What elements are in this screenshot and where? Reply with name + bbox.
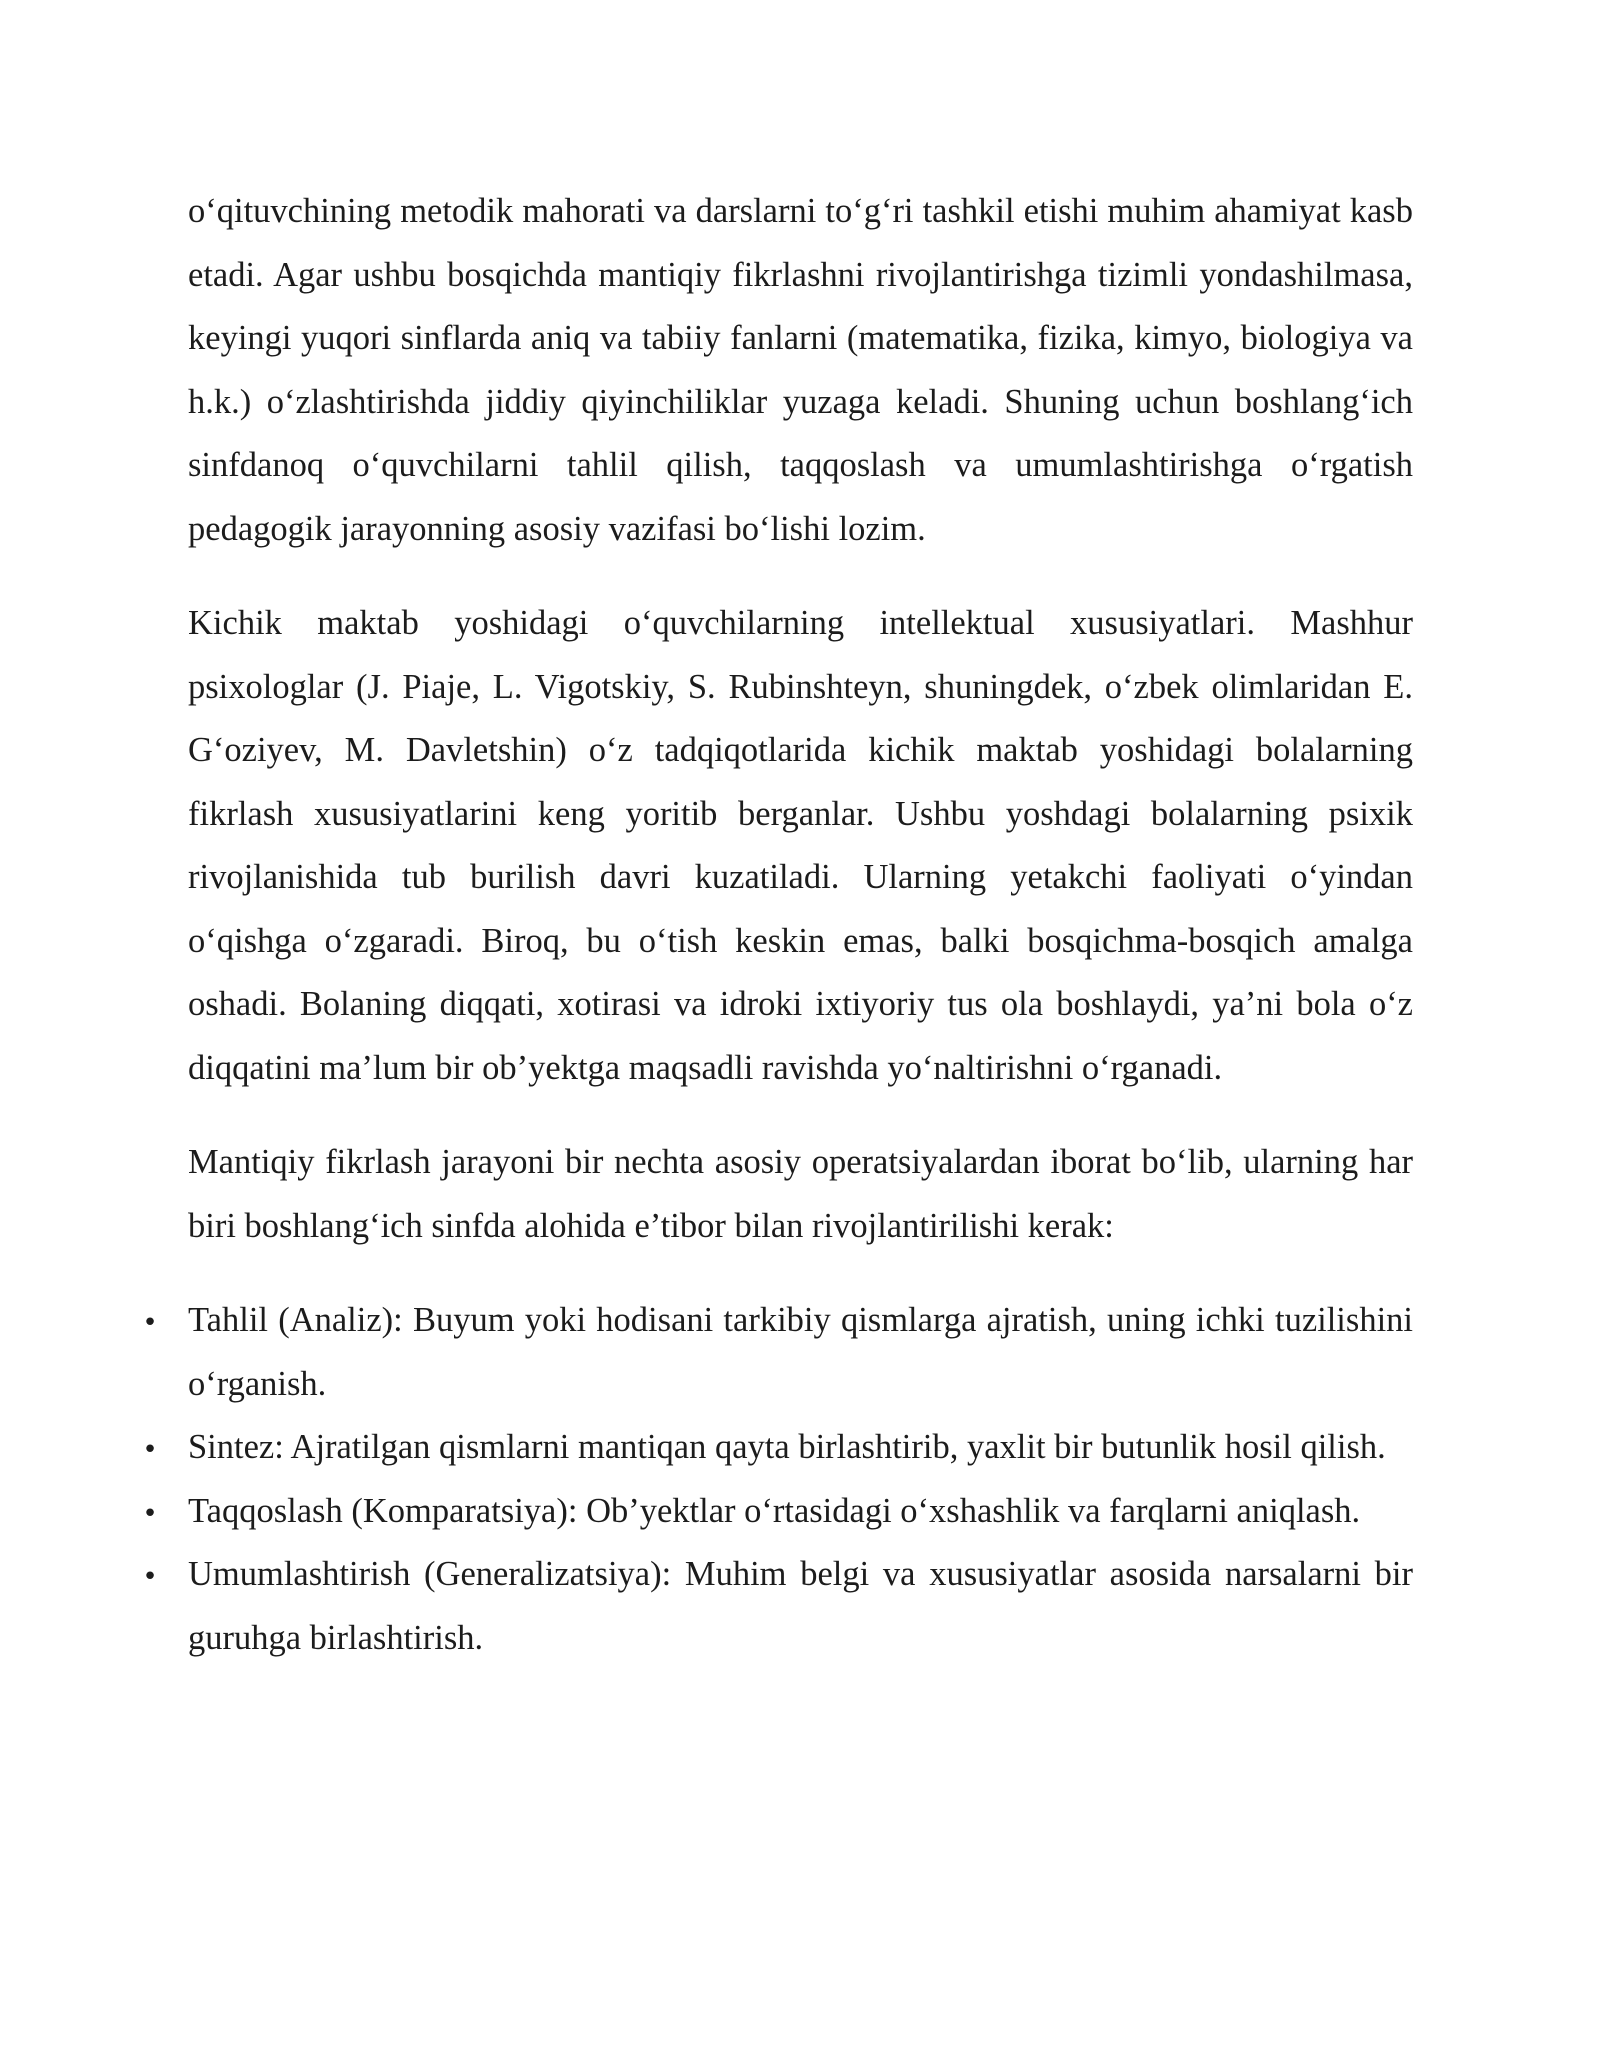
bullet-icon <box>140 1416 160 1483</box>
paragraph-logical-operations-intro: Mantiqiy fikrlash jarayoni bir nechta asosiy operatsiyalardan iborat bo‘lib, ularning har biri boshlang‘ich sinfda alohida e’tibor bilan rivojlantirilishi kerak: <box>188 1143 1413 1245</box>
paragraph-teacher-methodology: o‘qituvchining metodik mahorati va darslarni to‘g‘ri tashkil etishi muhim ahamiyat kasb etadi. Agar ushbu bosqichda mantiqiy fikrlashni rivojlantirishga tizimli yondashilmasa, keyingi yuqori sinflarda aniq va tabiiy fanlarni (matematika, fizika, kimyo, biologiya va h.k.) o‘zlashtirishda jiddiy qiyinchiliklar yuzaga keladi. Shuning uchun boshlang‘ich sinfdanoq o‘quvchilarni tahlil qilish, taqqoslash va umumlashtirishga o‘rgatish pedagogik jarayonning asosiy vazifasi bo‘lishi lozim. <box>188 192 1413 548</box>
list-item-text: Taqqoslash (Komparatsiya): Ob’yektlar o‘rtasidagi o‘xshashlik va farqlarni aniqlash. <box>188 1491 1361 1530</box>
paragraph-intellectual-features: Kichik maktab yoshidagi o‘quvchilarning intellektual xususiyatlari. Mashhur psixologlar (J. Piaje, L. Vigotskiy, S. Rubinshteyn, shuningdek, o‘zbek olimlaridan E. G‘oziyev, M. Davletshin) o‘z tadqiqotlarida kichik maktab yoshidagi bolalarning fikrlash xususiyatlarini keng yoritib berganlar. Ushbu yoshdagi bolalarning psixik rivojlanishida tub burilish davri kuzatiladi. Ularning yetakchi faoliyati o‘yindan o‘qishga o‘zgaradi. Biroq, bu o‘tish keskin emas, balki bosqichma-bosqich amalga oshadi. Bolaning diqqati, xotirasi va idroki ixtiyoriy tus ola boshlaydi, ya’ni bola o‘z diqqatini ma’lum bir ob’yektga maqsadli ravishda yo‘naltirishni o‘rganadi. <box>188 604 1413 1087</box>
bullet-icon <box>140 1543 160 1610</box>
bullet-icon <box>140 1289 160 1356</box>
list-item-generalization <box>188 1543 1413 1670</box>
list-item-text: Sintez: Ajratilgan qismlarni mantiqan qayta birlashtirib, yaxlit bir butunlik hosil qilish. <box>188 1428 1386 1466</box>
list-item-text: Umumlashtirish (Generalizatsiya): Muhim belgi va xususiyatlar asosida narsalarni bir guruhga birlashtirish. <box>188 1555 1413 1657</box>
list-item-comparison <box>188 1480 1413 1544</box>
list-item-synthesis <box>188 1416 1413 1480</box>
bullet-icon <box>140 1480 160 1547</box>
document-page <box>188 180 1413 1670</box>
logical-operations-list <box>188 1289 1413 1670</box>
list-item-analysis <box>188 1289 1413 1416</box>
list-item-text: Tahlil (Analiz): Buyum yoki hodisani tarkibiy qismlarga ajratish, uning ichki tuzilishini o‘rganish. <box>188 1301 1413 1403</box>
